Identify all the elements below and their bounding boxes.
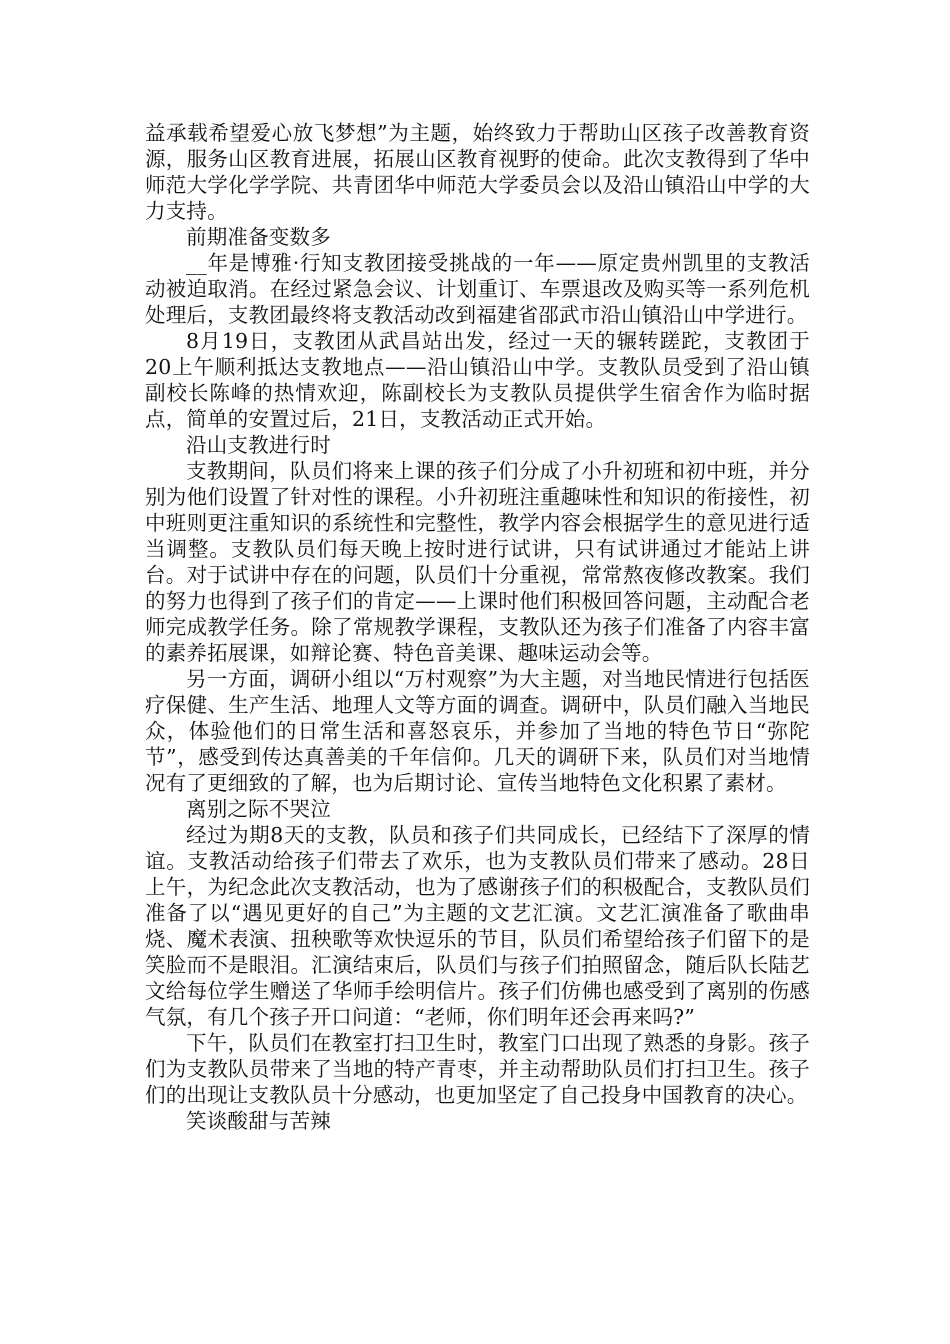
section-heading-teaching: 沿山支教进行时 xyxy=(186,433,331,457)
paragraph-afternoon: 下午，队员们在教室打扫卫生时，教室门口出现了熟悉的身影。孩子们为支教队员带来了当地的特产青枣，并主动帮助队员们打扫卫生。孩子们的出现让支教队员十分感动，也更加坚定了自己投身中国教育的决心。 xyxy=(145,1031,810,1107)
paragraph-teaching: 支教期间，队员们将来上课的孩子们分成了小升初班和初中班，并分别为他们设置了针对性的课程。小升初班注重趣味性和知识的衔接性，初中班则更注重知识的系统性和完整性，教学内容会根据学生的意见进行适当调整。支教队员们每天晚上按时进行试讲，只有试讲通过才能站上讲台。对于试讲中存在的问题，队员们十分重视，常常熬夜修改教案。我们的努力也得到了孩子们的肯定——上课时他们积极回答问题，主动配合老师完成教学任务。除了常规教学课程，支教队还为孩子们准备了内容丰富的素养拓展课，如辩论赛、特色音美课、趣味运动会等。 xyxy=(145,459,810,665)
paragraph-research: 另一方面，调研小组以“万村观察”为大主题，对当地民情进行包括医疗保健、生产生活、地理人文等方面的调查。调研中，队员们融入当地民众，体验他们的日常生活和喜怒哀乐，并参加了当地的特色节日“弥陀节”，感受到传达真善美的千年信仰。几天的调研下来，队员们对当地情况有了更细致的了解，也为后期讨论、宣传当地特色文化积累了素材。 xyxy=(145,667,810,795)
document-body xyxy=(145,120,810,1134)
paragraph-farewell-show: 经过为期8天的支教，队员和孩子们共同成长，已经结下了深厚的情谊。支教活动给孩子们带去了欢乐，也为支教队员们带来了感动。28日上午，为纪念此次支教活动，也为了感谢孩子们的积极配合，支教队员们准备了以“遇见更好的自己”为主题的文艺汇演。文艺汇演准备了歌曲串烧、魔术表演、扭秧歌等欢快逗乐的节目，队员们希望给孩子们留下的是笑脸而不是眼泪。汇演结束后，队员们与孩子们拍照留念，随后队长陆艺文给每位学生赠送了华师手绘明信片。孩子们仿佛也感受到了离别的伤感气氛，有几个孩子开口问道：“老师，你们明年还会再来吗?” xyxy=(145,823,810,1029)
section-heading-reflection: 笑谈酸甜与苦辣 xyxy=(186,1109,331,1133)
paragraph-arrival: 8月19日，支教团从武昌站出发，经过一天的辗转蹉跎，支教团于20上午顺利抵达支教地点——沿山镇沿山中学。支教队员受到了沿山镇副校长陈峰的热情欢迎，陈副校长为支教队员提供学生宿舍作为临时据点，简单的安置过后，21日，支教活动正式开始。 xyxy=(145,329,810,431)
section-heading-farewell: 离别之际不哭泣 xyxy=(186,797,331,821)
paragraph-intro-continued: 益承载希望爱心放飞梦想”为主题，始终致力于帮助山区孩子改善教育资源，服务山区教育进展，拓展山区教育视野的使命。此次支教得到了华中师范大学化学学院、共青团华中师范大学委员会以及沿山镇沿山中学的大力支持。 xyxy=(145,121,810,223)
section-heading-preparation: 前期准备变数多 xyxy=(186,225,331,249)
paragraph-plan-change: __年是博雅·行知支教团接受挑战的一年——原定贵州凯里的支教活动被迫取消。在经过紧急会议、计划重订、车票退改及购买等一系列危机处理后，支教团最终将支教活动改到福建省邵武市沿山镇沿山中学进行。 xyxy=(145,251,810,327)
